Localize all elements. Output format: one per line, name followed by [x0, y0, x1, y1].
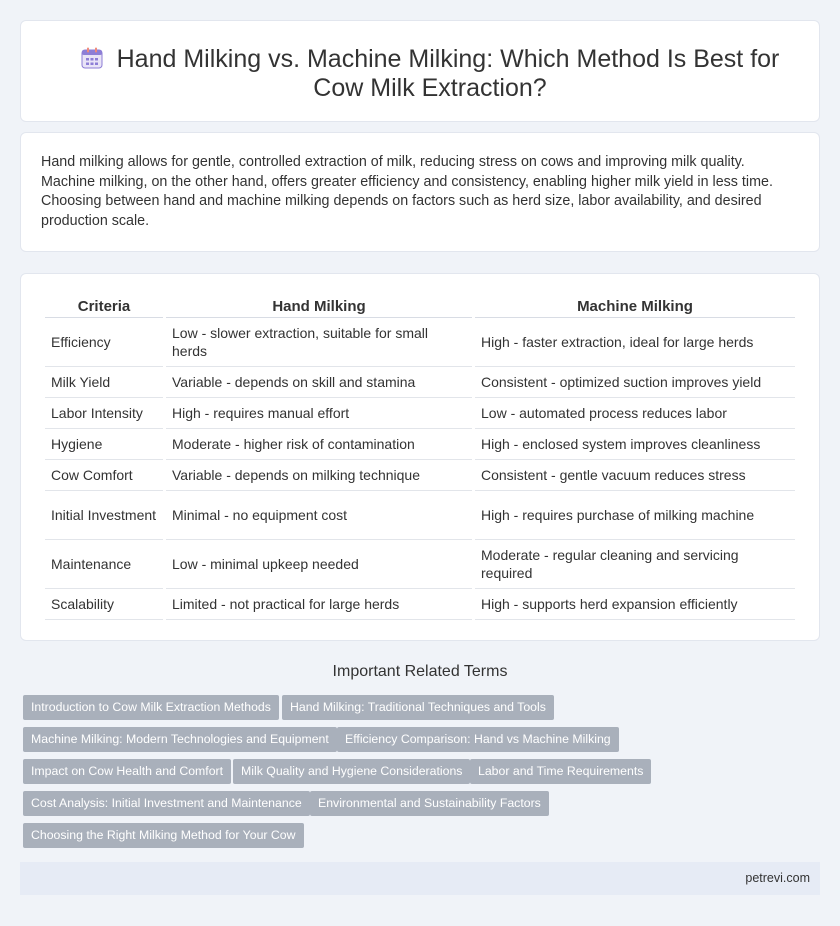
- row-criteria: Initial Investment: [45, 491, 163, 540]
- row-machine: Consistent - gentle vacuum reduces stress: [475, 460, 795, 491]
- table-row: [45, 491, 795, 540]
- related-tag[interactable]: Hand Milking: Traditional Techniques and Tools: [282, 695, 554, 720]
- related-tag[interactable]: Milk Quality and Hygiene Considerations: [233, 759, 470, 784]
- title-card: [20, 20, 820, 122]
- row-machine: Moderate - regular cleaning and servicing required: [475, 540, 795, 589]
- comparison-table: [42, 296, 798, 620]
- row-machine: Low - automated process reduces labor: [475, 398, 795, 429]
- related-tag[interactable]: Labor and Time Requirements: [470, 759, 651, 784]
- row-criteria: Cow Comfort: [45, 460, 163, 491]
- related-tag[interactable]: Impact on Cow Health and Comfort: [23, 759, 231, 784]
- row-machine: High - requires purchase of milking machine: [475, 491, 795, 540]
- related-tag[interactable]: Efficiency Comparison: Hand vs Machine Milking: [337, 727, 619, 752]
- intro-card: [20, 132, 820, 252]
- row-hand: Minimal - no equipment cost: [166, 491, 472, 540]
- related-tag[interactable]: Machine Milking: Modern Technologies and Equipment: [23, 727, 337, 752]
- related-tag[interactable]: Introduction to Cow Milk Extraction Methods: [23, 695, 279, 720]
- row-hand: Variable - depends on milking technique: [166, 460, 472, 491]
- table-row: [45, 429, 795, 460]
- related-tag[interactable]: Cost Analysis: Initial Investment and Maintenance: [23, 791, 310, 816]
- table-row: [45, 398, 795, 429]
- page-title-text: Hand Milking vs. Machine Milking: Which Method Is Best for Cow Milk Extraction?: [116, 45, 780, 102]
- header-criteria: Criteria: [45, 296, 163, 318]
- table-row: [45, 318, 795, 367]
- related-tag[interactable]: Environmental and Sustainability Factors: [310, 791, 549, 816]
- row-criteria: Maintenance: [45, 540, 163, 589]
- row-hand: Low - slower extraction, suitable for small herds: [166, 318, 472, 367]
- table-header-row: [45, 296, 795, 318]
- calendar-icon: [81, 47, 103, 69]
- table-row: [45, 540, 795, 589]
- related-terms-title: Important Related Terms: [332, 663, 508, 680]
- footer: [20, 862, 820, 895]
- row-machine: High - faster extraction, ideal for large herds: [475, 318, 795, 367]
- row-hand: Moderate - higher risk of contamination: [166, 429, 472, 460]
- title-wrap: [61, 45, 799, 103]
- table-row: [45, 367, 795, 398]
- header-machine-milking: Machine Milking: [475, 296, 795, 318]
- row-machine: Consistent - optimized suction improves yield: [475, 367, 795, 398]
- row-hand: High - requires manual effort: [166, 398, 472, 429]
- related-tag[interactable]: Choosing the Right Milking Method for Your Cow: [23, 823, 304, 848]
- row-criteria: Labor Intensity: [45, 398, 163, 429]
- page-title: [61, 45, 799, 103]
- row-hand: Limited - not practical for large herds: [166, 589, 472, 620]
- row-hand: Low - minimal upkeep needed: [166, 540, 472, 589]
- row-criteria: Efficiency: [45, 318, 163, 367]
- row-criteria: Scalability: [45, 589, 163, 620]
- header-hand-milking: Hand Milking: [166, 296, 472, 318]
- intro-paragraph: Hand milking allows for gentle, controlled extraction of milk, reducing stress on cows and improving milk quality. Machine milking, on the other hand, offers greater efficiency and consistency, enabling higher milk yield in less time. Choosing between hand and machine milking depends on factors such as herd size, labor availability, and desired production scale.: [41, 154, 773, 229]
- comparison-card: [20, 273, 820, 641]
- table-row: [45, 589, 795, 620]
- row-criteria: Hygiene: [45, 429, 163, 460]
- row-criteria: Milk Yield: [45, 367, 163, 398]
- row-machine: High - supports herd expansion efficiently: [475, 589, 795, 620]
- row-hand: Variable - depends on skill and stamina: [166, 367, 472, 398]
- table-row: [45, 460, 795, 491]
- footer-site[interactable]: petrevi.com: [745, 871, 810, 885]
- row-machine: High - enclosed system improves cleanliness: [475, 429, 795, 460]
